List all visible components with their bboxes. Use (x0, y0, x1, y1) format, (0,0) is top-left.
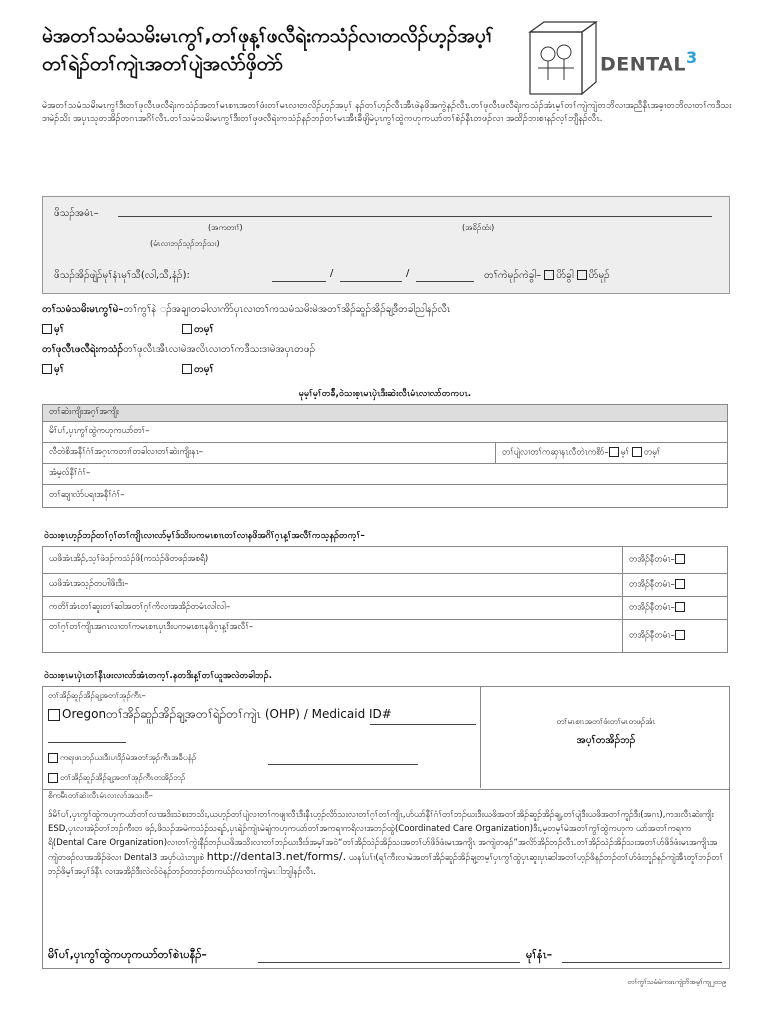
health-none-label: တအိၣ်နီတမံၤ– (629, 554, 675, 565)
health-row[interactable]: ကတိၢ်အံၤတၢ်ဆူးတၢ်ဆါအတၢ်ဂ့ၢ်ကိလၢအအိၣ်တမံၤလါလါ– (43, 597, 623, 620)
contact-table (42, 404, 728, 508)
health-row[interactable]: ယဖိအံၤအသ့ၣ်တပၢါဖိးဒီး– (43, 574, 623, 597)
exam-no[interactable] (182, 322, 214, 337)
health-none-cell (623, 574, 728, 597)
fluoride-text: တၢ်ဖုလီၤအီၤလၢမဲအလိၤလၢတၢ်ကဒီသးဒၢမဲအပှၤတဖၣ် (123, 344, 316, 355)
health-none-cell (623, 620, 728, 653)
dob-label: ဖိသၣ်အိၣ်ဖျဲၣ်မုၢ်နံၤမုၢ်သီ(လါ,သီ,နံၣ်): (54, 270, 190, 281)
forms-link[interactable]: http://dental3.net/forms/. (206, 850, 347, 863)
no-insurance-checkbox[interactable] (48, 773, 58, 783)
oregon-option[interactable] (48, 706, 392, 724)
last-name-label: (အကတၢၢ်) (208, 223, 243, 232)
email-cell[interactable]: အံမ့လ်နီၢ်ဂံၢ်– (43, 464, 728, 485)
dob-day-field[interactable] (340, 281, 402, 282)
date-field[interactable] (562, 962, 722, 963)
consent-body-2: ယနၤ်ပၢ်ၢ(ရၢ်ကီးလၢမဲအတၢ်အိၣ်ဆူၣ်အိၣ်ချ့တမ့ၢ်ပှၤကွၢ်ထွဲပှၤဆူးပှၤဆါအတၢ်ဟ့ၣ်ဖိနၣ်ဘၣ်တၢ်ဟ်ဖံးဘူၣ်နၣ်ကျဲအီၤတူၢ်ဘၣ်တၢ်ဘၣ်ဖိမ့ၢ်အပှၢ်ဒ်နီၤ လၢအအိၣ်ဒီးလဲလ်ဝဲနၣ်ဘၣ်တဘၣ်တကယ်ၣ်လၢတၢ်ကျဲမၤါဘျါနၣ်လီၤ. (48, 853, 724, 877)
middle-name-label: (မံၤလၢဘၣ်သ့ၣ်ဘၣ်သး) (150, 239, 220, 248)
gender-male-label: ပိာ်ခွါ (556, 270, 574, 281)
exam-no-checkbox[interactable] (182, 324, 192, 334)
first-name-label: (အခိၣ်ထံး) (462, 223, 495, 232)
fluoride-yes[interactable] (42, 362, 64, 377)
exam-yes-label: မ့ၢ် (54, 324, 64, 335)
fluoride-no-checkbox[interactable] (182, 364, 192, 374)
page-title: မဲအတၢ်သမံသမိးမၤကွၢ်,တၢ်ဖုန့ၢ်ဖလီရဲးကသံၣ်လၢတလိၣ်ဟ့ၣ်အပ့ၢ်တၢ်ရဲၣ်တၢ်ကျဲၤအတၢ်ပျဲအလံာ်ဖှိတဲာ် (42, 25, 494, 75)
text-yes-checkbox[interactable] (609, 447, 619, 457)
consent-header: စိကမီၤတၢ်ဆဲးလီၤမံၤလၢလာ်အသးဝီ– (48, 791, 153, 800)
child-name-label: ဖိသၣ်အမံၤ– (54, 208, 99, 219)
dob-separator: / (330, 268, 334, 279)
health-none-checkbox[interactable] (675, 630, 685, 640)
table-instruction: မုမ့ၢ်မ့ၢ်တခ်ီ,ဝဲသးစ့ၤမၤပှဲၤဒီးဆဲးလီၤမံၤလၢလာ်တကပၤ. (298, 389, 472, 399)
text-permission-label: တၢ်ပျဲလၢတၢ်ကဆှၢနၤလီတဲၤကစိာ်– (502, 447, 609, 458)
fluoride-no-label: တမ့ၢ် (194, 364, 214, 375)
dob-separator: / (406, 268, 410, 279)
parent-name-cell[interactable]: မိၢ်ပၢ်,ပှၤကွၢ်ထွဲကဟုကယာ်တၢ်– (43, 422, 728, 443)
health-none-label: တအိၣ်နီတမံၤ– (629, 579, 675, 590)
private-option[interactable] (48, 752, 196, 764)
contact-header: တၢ်ဆဲးကျိးအဂ့ၢ်အကျိး (43, 405, 728, 422)
signature-label: မိၢ်ပၢ်,ပှၤကွၢ်ထွဲကဟုကယာ်တၢ်စဲၤပနီၣ်– (48, 948, 207, 961)
exam-question (42, 302, 732, 317)
consent-text (48, 808, 724, 879)
medicaid-id-field[interactable] (370, 724, 476, 725)
phone-cell[interactable]: လီတဲစိအနီၢ်ဂံၢ်အဂ့ၤကတၢၢ်တခါလၢတၢ်ဆဲးကျိးနၤ– (43, 443, 496, 464)
signature-field[interactable] (258, 962, 520, 963)
no-insurance-label: တၢ်အိၣ်ဆူၣ်အိၣ်ချ့အတၢ်အုၣ်ကီၤတအိၣ်ဘၣ် (60, 773, 186, 782)
gender-male-checkbox[interactable] (544, 270, 554, 280)
health-row[interactable]: ယဖိအံၤအိၣ်,သ့ၢ်ဖဲဒၣ်ကသံၣ်ဖိ(ကသံၣ်ဖိတဖၣ်အစရီ) (43, 547, 623, 574)
health-row[interactable]: တၢ်ဂ့ၢ်တၢ်ကျိၤအဂၤလၢတၢ်ကမၤစၢၤပှၤဒီးပကမၤစၢၤနဖိဂ့ၤန့ၢ်အလီၢ်– (43, 620, 623, 653)
footer-note: တၢ်ကွၢ်သမံမဲကဒၤကျဲဘိအမ့ၢ်ကျ၂၀၁၉ (627, 978, 726, 986)
consent-body: ဒ်မိၢ်ပၢ်,ပှၤကွၢ်ထွဲကဟုကယာ်တၢ်လၢအဒိးသဲစးဘသိး,ယဟ့ၣ်တၢ်ပျဲလၢတၢ်ကဖျၢလီၤဒီးနီၤဟ့ၣ်လိာ်သးလၢတၢ်ဂ့ၢ်တၢ်ကျိၤ,ဟ်ယာ်နီၢ်ဂံၢ်တၢ်ဘၣ်ဃးဒီးယဖိအတၢ်အိၣ်ဆူၣ်အိၣ်ချ့,တၢ်ပျဲဒီးယဖိအတၢ်ကူၣ်ဒီး(အဂၤ),ကဒးလီၤဆဲးကျိး ESD,ပှၤလၢအဲၣ်တၢ်ဘၣ်ကီးတ ဖၣ်,ဖိသၣ်အမဲကသံၣ်သရၣ်,ပှၤရဲၣ်ကျဲၤမဲချံကဟုကယာ်တၢ်အကရၢကရိလၢအဘၣ်ထွဲ(Coordinated Care Organization)ဒီး,မ့တမ့ၢ်မဲအတၢ်ကွၢ်ထွဲကဟုက ယာ်အတၢ်ကရၢကရိ(Dental Care Organization)လၢတၢ်ကွဲးနီၣ်ဘၣ်ယဖိအသိးလၢတၢ်ဘၣ်ဃးဒီးဒ်အမ့ၢ်အဝဲ“တၢ်အိၣ်သဲၣ်အိၣ်သးအတၢ်ဟ်ဖိဒ်ဖံးမၤအကျိၤ အကျဲတဖၣ်”အလိာ်အိၣ်ဘၣ်လီၤ.တၢ်အိၣ်သဲၣ်အိၣ်သးအတၢ်ဟ်ဖိဒ်ဖံးမၤအကျိၤအကျဲတဖၣ်လၢအအိၣ်ဖဲလၢ Dental3 အပှာ်ယဲၤဘျးစဲ (48, 810, 718, 863)
insurance-subhead: တၢ်အိၣ်ဆူၣ်အိၣ်ချ့အတၢ်အုၣ်ကီၤ– (48, 691, 146, 700)
no-cost-note: အပ့ၢ်တအိၣ်ဘၣ် (576, 735, 636, 746)
health-none-checkbox[interactable] (675, 602, 685, 612)
text-no-label: တမ့ၢ် (643, 447, 661, 458)
exam-yes[interactable] (42, 322, 64, 337)
intro-paragraph: မဲအတၢ်သမံသမိးမၤကွၢ်ဒီးတၢ်ဖုလီၤဖလီရဲးကသံၣ်အတၢ်မၤစၢၤအတၢ်ဖံးတၢ်မၤလၢတလိၣ်ဟ့ၣ်အပ့ၢ် နၣ်တၢ်ဟ့ၣ်လီၤအီၤဖဲနဖိအကွဲနၣ်လီၤ.တၢ်ဖုလီၤဖလီရဲးကသံၣ်အံၤမ့ၢ်တၢ်ကျဲကျဲတဘိလၢအညီနီၤအခ့ၢတဘိလၢတၢ်ကဒီသးဒၢမဲၣ်သိး အပှၤသုတအိၣ်တဂၤအဂိၢ်လီၤ.တၢ်သမံသမိးမၤကွၢ်ဒီးတၢ်ဖုဖလီရဲးကသံၣ်နၣ်ဘၣ်တၢ်မၤအီၤခီဖျိမဲပှၤကွၢ်ထွဲကဟုကယာ်တၢ်စဲၣ်နီၤတဖၣ်လၢ အထိၣ်ဘးစၢနၣ်လ့ၢ်ဘျီနၣ်လီၤ. (42, 101, 732, 124)
gender-female-label: ပိာ်မုၣ် (588, 270, 610, 281)
exam-label: တၢ်သမံသမိးမၤကွၢ်မဲ– (42, 304, 124, 315)
health-none-label: တအိၣ်နီတမံၤ– (629, 602, 675, 613)
private-label: ကရၢဖၤဘၣ်ယးဒီးပၢဒိၣ်မဲအတၢ်အုၣ်ကီၤအခီပနံၣ် (60, 753, 197, 762)
health-header: ဝဲသးစ့ၤဟ့ၣ်ဘၣ်တၢ်ဂ့ၢ်တၢ်ကျိၤလၢလာ်မ့ၢ်ဒ်သိးပကမၤစၢၤတၢ်လၢနဖိအဂိၢ်ဂ့ၤန့ၢ်အလီၢ်ကသ့နၣ်တက့ၢ်– (44, 531, 365, 541)
fluoride-yes-label: မ့ၢ် (54, 364, 64, 375)
fluoride-question (42, 342, 732, 357)
gender-female-checkbox[interactable] (577, 270, 587, 280)
oregon-label: Oregonတၢ်အိၣ်ဆူၣ်အိၣ်ချ့အတၢ်ရဲၣ်တၢ်ကျဲၤ (OHP) / Medicaid ID# (62, 707, 392, 721)
health-none-cell (623, 597, 728, 620)
insurance-divider (480, 686, 481, 788)
private-checkbox[interactable] (48, 753, 58, 763)
health-none-checkbox[interactable] (675, 579, 685, 589)
dob-year-field[interactable] (416, 281, 474, 282)
exam-yes-checkbox[interactable] (42, 324, 52, 334)
dob-month-field[interactable] (272, 281, 326, 282)
exam-no-label: တမ့ၢ် (194, 324, 214, 335)
child-name-field[interactable] (118, 216, 712, 217)
insurance-header: ဝဲသးစ့ၤမၤပှဲၤတၢ်နီၤဖးလၢလာ်အံၤတက့ၢ်.နတဒိးန့ၢ်တၢ်ယူအလဲတခါဘၣ်. (44, 671, 272, 681)
fluoride-label: တၢ်ဖုလီၤဖလီရဲးကသံၣ် (42, 344, 124, 355)
exam-text: တၢ်ကွၢ်နဲ ၣ်အချၢတခါလၢကိာ်ပှၤလၢတၢ်ကသမံသမိးမဲအတၢ်အိၣ်ဆူၣ်အိၣ်ချ့ဒီတခါညါနၣ်လီၤ (123, 304, 451, 315)
fluoride-yes-checkbox[interactable] (42, 364, 52, 374)
text-no-checkbox[interactable] (632, 447, 642, 457)
text-permission-cell (496, 443, 728, 464)
gender-label-text: တၢ်ကဲမုၣ်ကဲခွါ– (484, 270, 542, 281)
health-none-checkbox[interactable] (675, 554, 685, 564)
oregon-checkbox[interactable] (48, 709, 60, 721)
health-none-cell (623, 547, 728, 574)
health-table (42, 546, 728, 653)
private-insurer-field[interactable] (268, 764, 418, 765)
gender-label (484, 268, 610, 283)
text-yes-label: မ့ၢ် (620, 447, 630, 458)
logo-text: DENTAL$^3$ (600, 48, 698, 76)
date-label: မုၢ်နံၤ– (526, 948, 553, 961)
no-insurance-option[interactable] (48, 772, 185, 784)
medicaid-id-overflow-field[interactable] (48, 742, 126, 743)
health-none-label: တအိၣ်နီတမံၤ– (629, 630, 675, 641)
address-cell[interactable]: တၢ်ဆျၢလံာ်ပရၢအနီၢ်ဂံၢ်– (43, 485, 728, 508)
free-services-note: တၢ်မၤစၢၤအတၢ်ဖံးတၢ်မၤတဖၣ်အံၤ (556, 717, 656, 726)
fluoride-no[interactable] (182, 362, 214, 377)
